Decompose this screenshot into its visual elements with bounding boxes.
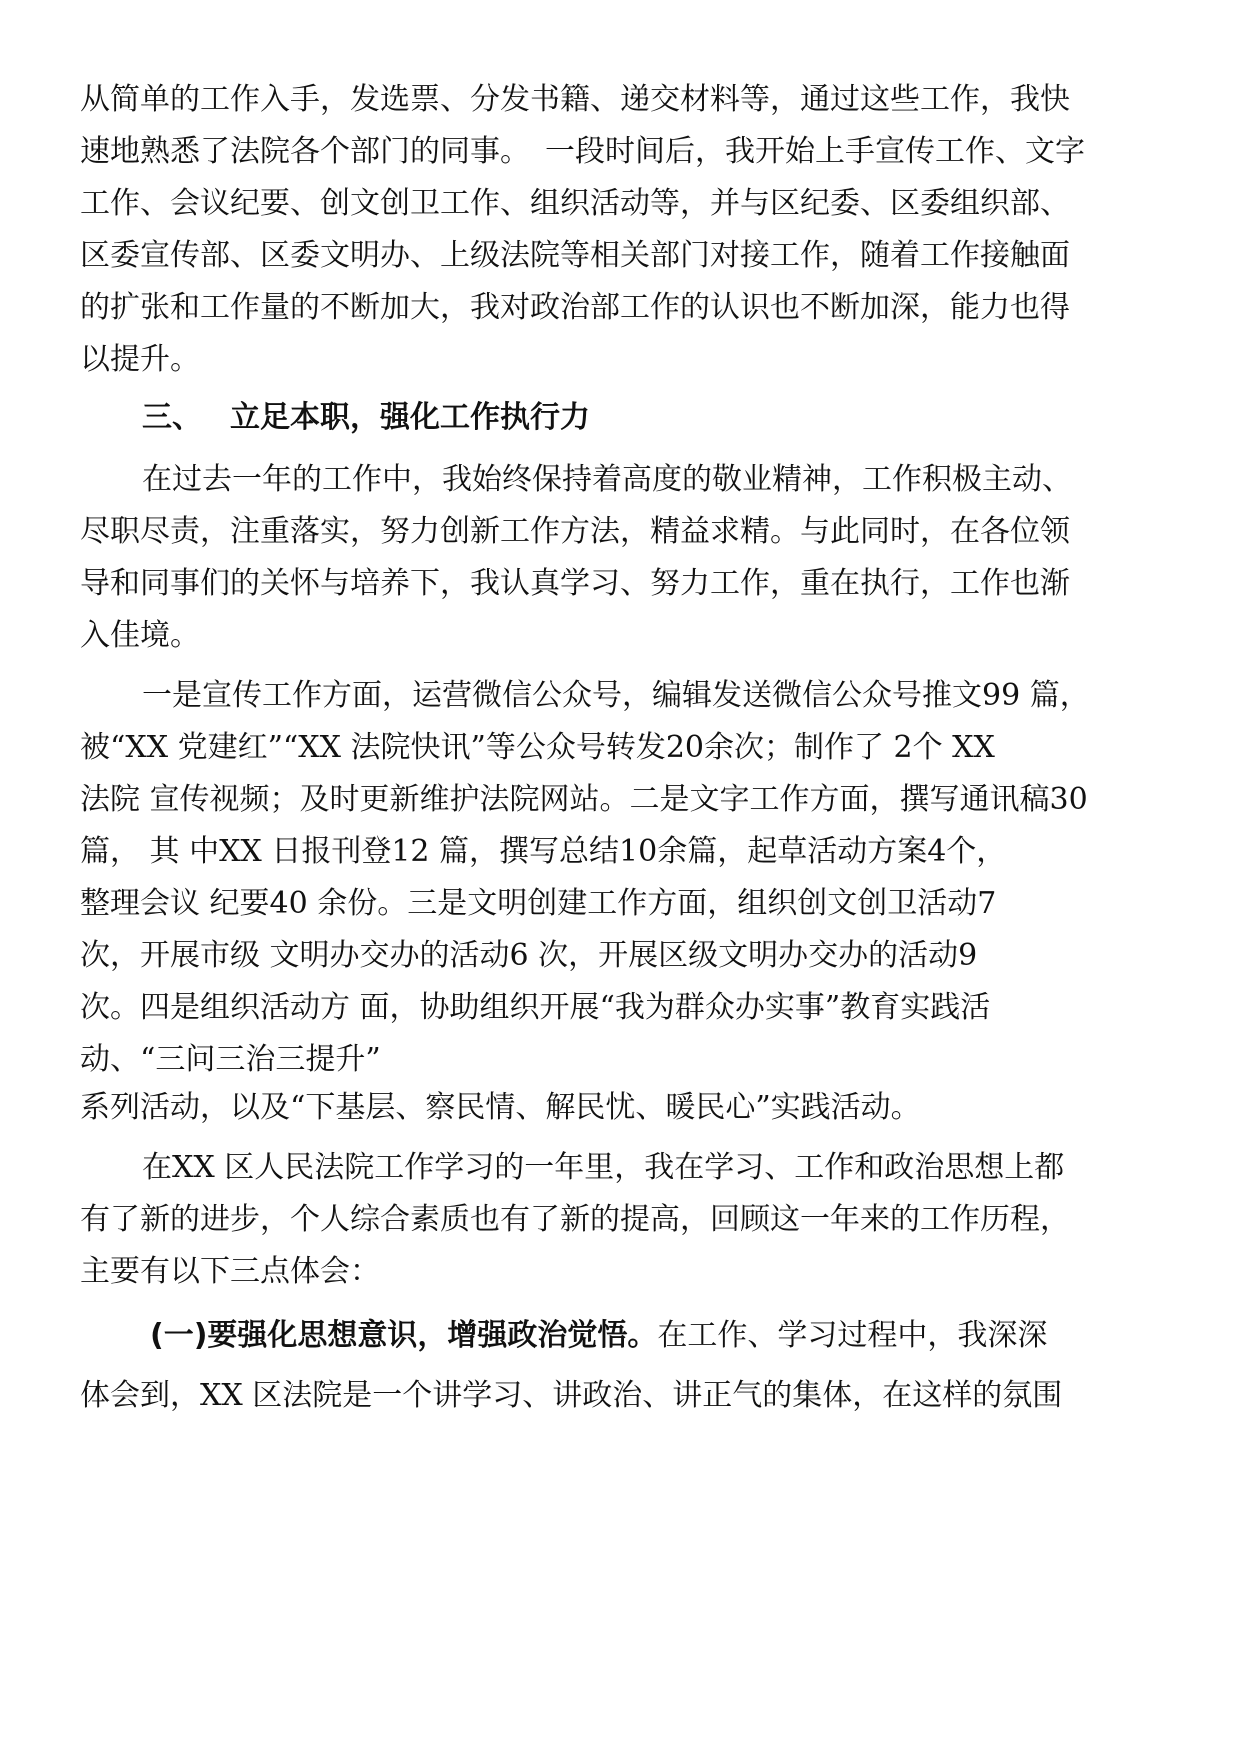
paragraph-5-bold-lead: (一)要强化思想意识，增强政治觉悟。 <box>150 1318 658 1353</box>
paragraph-1-line-2: 速地熟悉了法院各个部门的同事。 一段时间后，我开始上手宣传工作、文字 <box>80 134 1085 169</box>
paragraph-2-line-1: 在过去一年的工作中，我始终保持着高度的敬业精神，工作积极主动、 <box>142 462 1072 497</box>
paragraph-4-line-3: 主要有以下三点体会： <box>80 1254 380 1289</box>
paragraph-3-line-1: 一是宣传工作方面，运营微信公众号，编辑发送微信公众号推文99 篇， <box>142 678 1090 713</box>
paragraph-1-line-3: 工作、会议纪要、创文创卫工作、组织活动等，并与区纪委、区委组织部、 <box>80 186 1070 221</box>
paragraph-3-line-5: 整理会议 纪要40 余份。三是文明创建工作方面，组织创文创卫活动7 <box>80 886 997 921</box>
paragraph-4-line-1: 在XX 区人民法院工作学习的一年里，我在学习、工作和政治思想上都 <box>142 1150 1065 1185</box>
paragraph-1-line-5: 的扩张和工作量的不断加大，我对政治部工作的认识也不断加深，能力也得 <box>80 290 1070 325</box>
paragraph-3-line-2: 被“XX 党建红”“XX 法院快讯”等公众号转发20余次；制作了 2个 XX <box>80 730 995 765</box>
paragraph-3-line-6: 次，开展市级 文明办交办的活动6 次，开展区级文明办交办的活动9 <box>80 938 978 973</box>
section-3-title: 立足本职，强化工作执行力 <box>230 400 590 435</box>
paragraph-5-line-2: 体会到，XX 区法院是一个讲学习、讲政治、讲正气的集体，在这样的氛围 <box>80 1378 1063 1413</box>
paragraph-1-line-6: 以提升。 <box>80 342 200 377</box>
paragraph-2-line-3: 导和同事们的关怀与培养下，我认真学习、努力工作，重在执行，工作也渐 <box>80 566 1070 601</box>
paragraph-5-line-1-rest: 在工作、学习过程中，我深深 <box>657 1318 1048 1353</box>
paragraph-2-line-2: 尽职尽责，注重落实，努力创新工作方法，精益求精。与此同时，在各位领 <box>80 514 1070 549</box>
paragraph-2-line-4: 入佳境。 <box>80 618 200 653</box>
paragraph-3-line-9: 系列活动，以及“下基层、察民情、解民忧、暖民心”实践活动。 <box>80 1090 921 1125</box>
paragraph-3-line-3: 法院 宣传视频；及时更新维护法院网站。二是文字工作方面，撰写通讯稿30 <box>80 782 1088 817</box>
section-3-number: 三、 <box>142 400 202 435</box>
section-3-heading <box>142 398 1232 438</box>
paragraph-1-line-4: 区委宣传部、区委文明办、上级法院等相关部门对接工作，随着工作接触面 <box>80 238 1070 273</box>
paragraph-5-line-1 <box>150 1316 1240 1356</box>
paragraph-3-line-8: 动、“三问三治三提升” <box>80 1042 381 1077</box>
paragraph-3-line-4: 篇， 其 中XX 日报刊登12 篇，撰写总结10余篇，起草活动方案4个， <box>80 834 1007 869</box>
paragraph-3-line-7: 次。四是组织活动方 面，协助组织开展“我为群众办实事”教育实践活 <box>80 990 991 1025</box>
paragraph-1-line-1: 从简单的工作入手，发选票、分发书籍、递交材料等，通过这些工作，我快 <box>80 82 1070 117</box>
paragraph-4-line-2: 有了新的进步，个人综合素质也有了新的提高，回顾这一年来的工作历程， <box>80 1202 1070 1237</box>
